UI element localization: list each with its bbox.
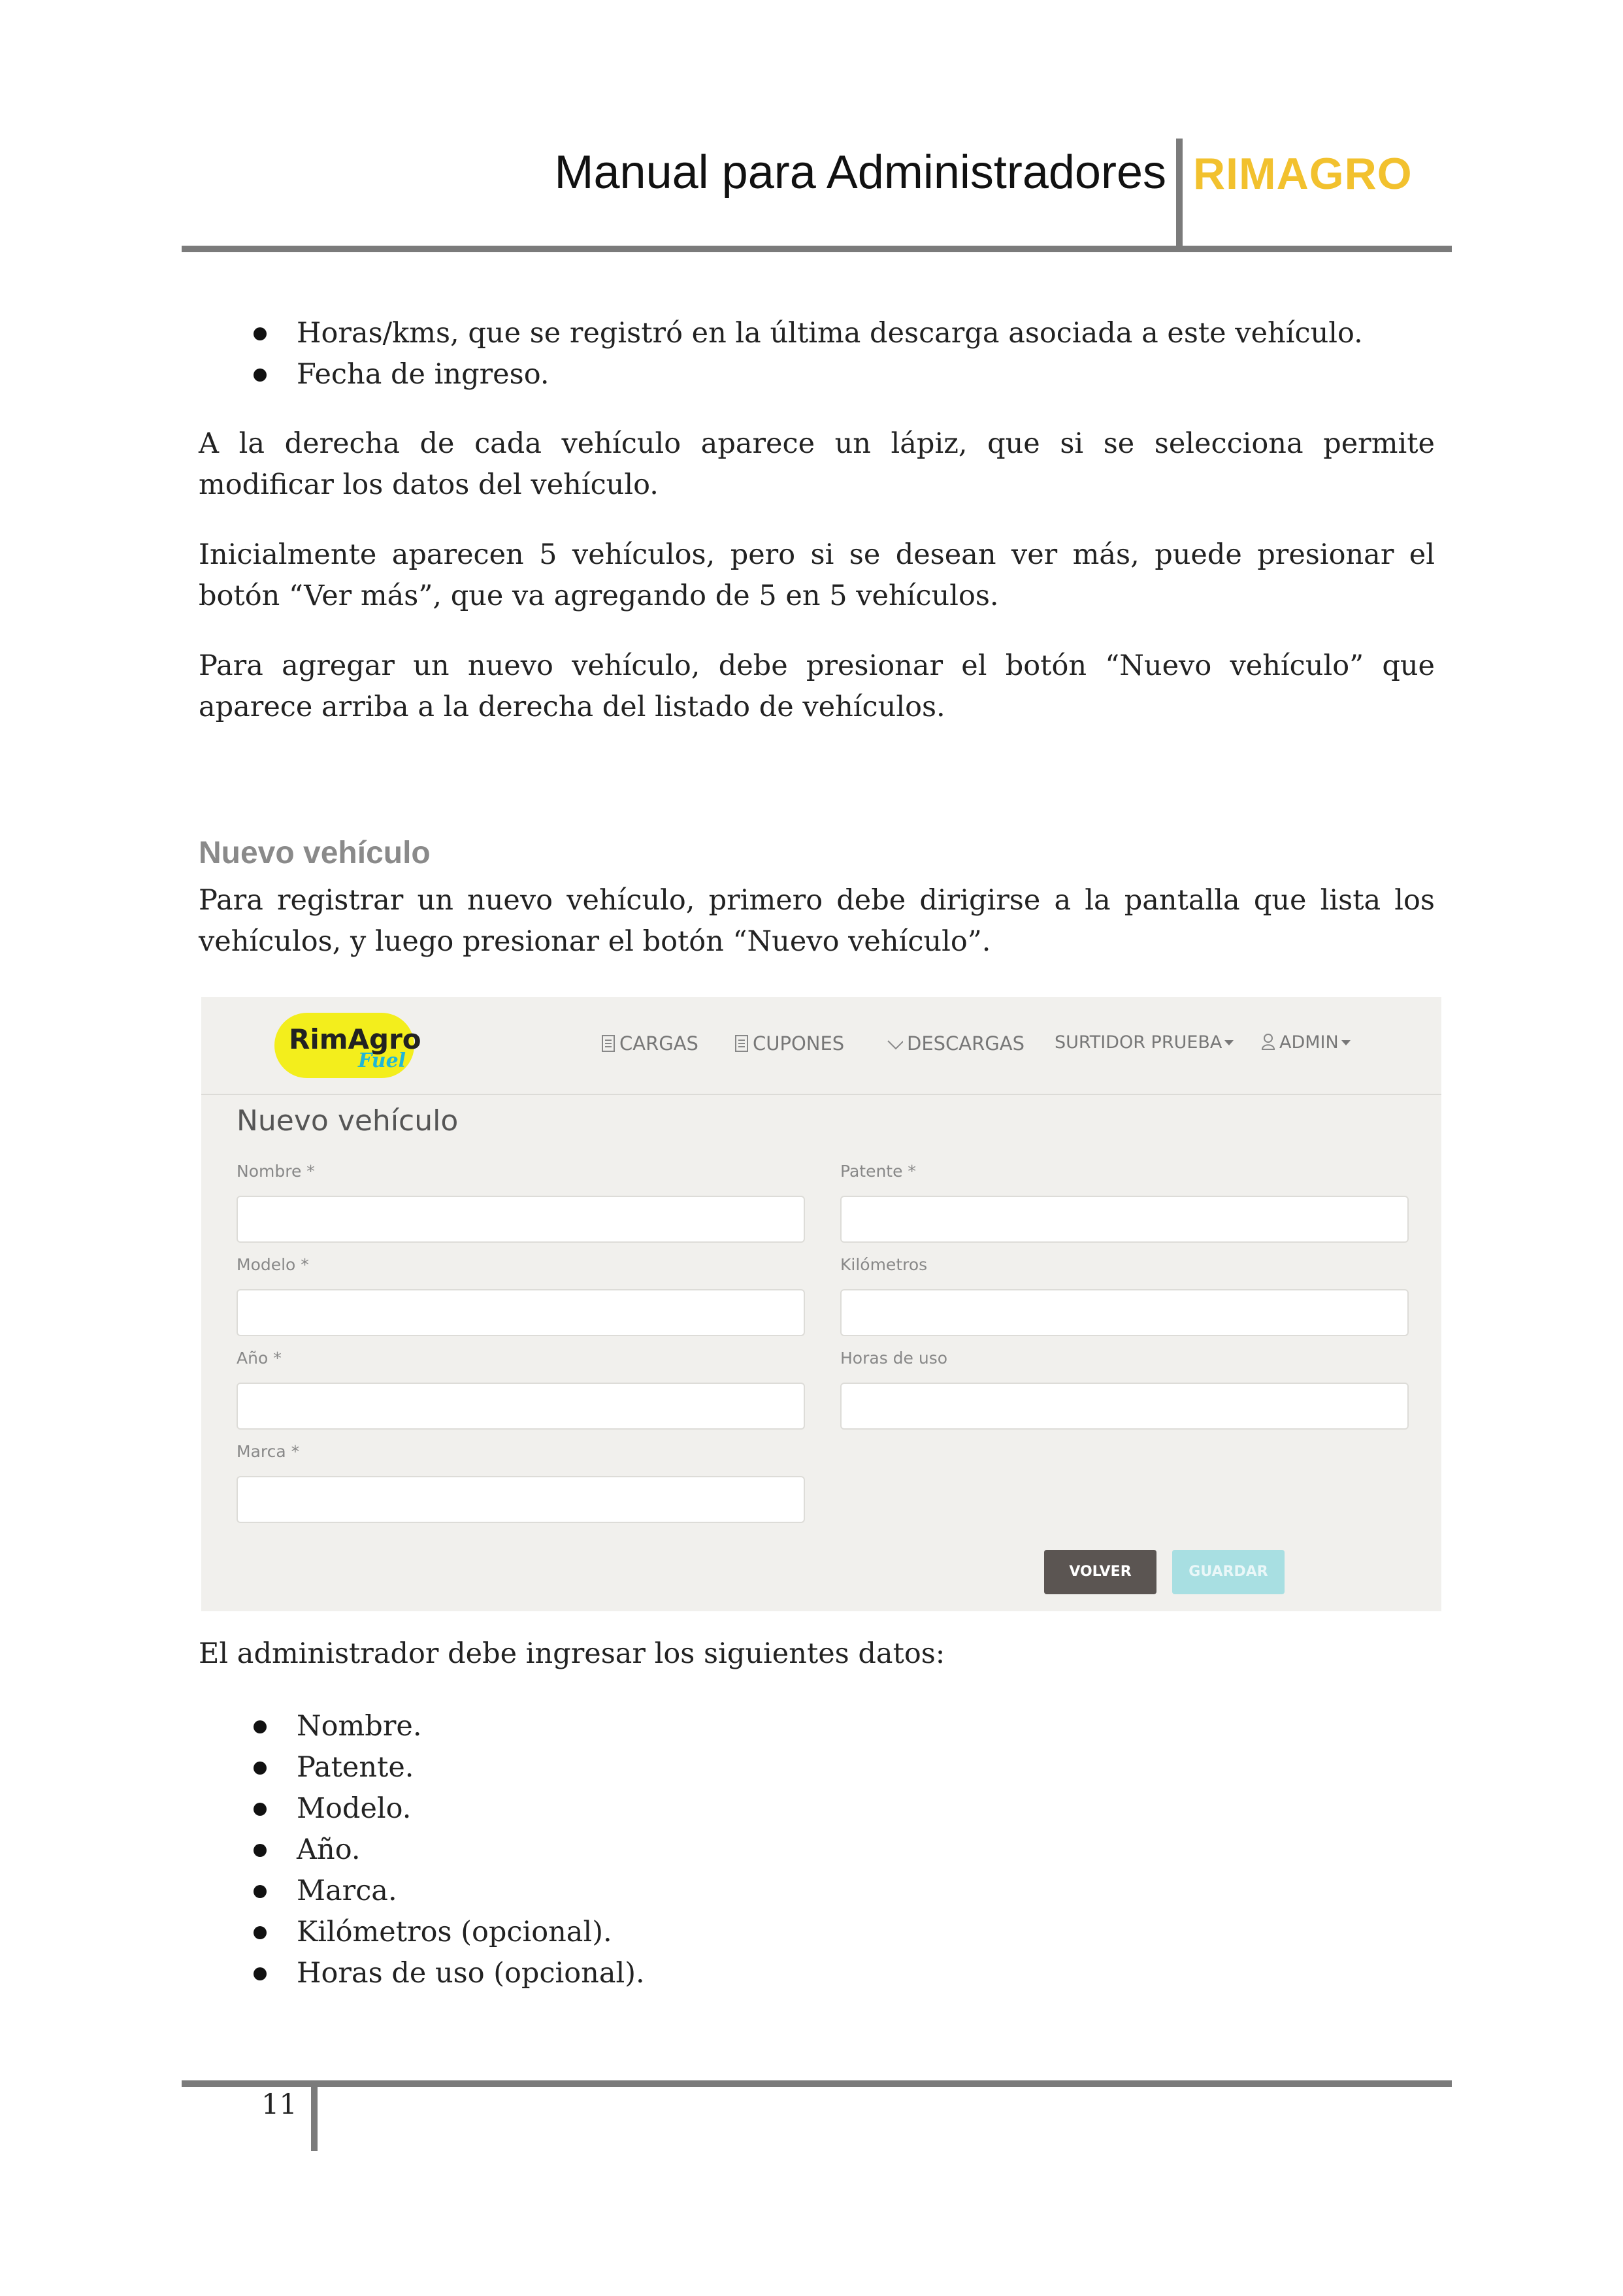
label-modelo: Modelo * [237,1255,309,1274]
nav-surtidor-dropdown[interactable]: SURTIDOR PRUEBA [1055,1032,1234,1053]
document-icon [601,1034,615,1053]
kilometros-input[interactable] [840,1289,1409,1336]
list-item: Patente. [242,1747,645,1788]
bullet-icon [254,1762,267,1775]
list-item: Marca. [242,1871,645,1912]
bullet-icon [254,327,267,340]
top-bullet-list [242,313,1363,395]
user-icon [1261,1032,1275,1051]
modelo-input[interactable] [237,1289,805,1336]
patente-input[interactable] [840,1196,1409,1243]
form-title: Nuevo vehículo [237,1104,459,1138]
label-anio: Año * [237,1349,282,1368]
bullet-icon [254,1803,267,1816]
caret-down-icon [1224,1040,1234,1045]
footer-rule [182,2080,1452,2087]
label-horas-uso: Horas de uso [840,1349,948,1368]
anio-input[interactable] [237,1383,805,1430]
required-fields-list [242,1706,645,1994]
guardar-button[interactable]: GUARDAR [1172,1550,1285,1594]
chevron-down-icon [885,1034,903,1053]
list-item: Año. [242,1829,645,1871]
header-divider [1176,139,1183,248]
paragraph-nuevo: Para agregar un nuevo vehículo, debe presionar el botón “Nuevo vehículo” que aparece arriba a la derecha del listado de vehículos. [199,649,1435,723]
label-marca: Marca * [237,1442,300,1461]
nav-cupones[interactable]: CUPONES [734,1032,844,1055]
section-intro: Para registrar un nuevo vehículo, primero debe dirigirse a la pantalla que lista los vehículos, y luego presionar el botón “Nuevo vehículo”. [199,884,1435,958]
document-icon [734,1034,749,1053]
marca-input[interactable] [237,1476,805,1523]
bullet-icon [254,1926,267,1939]
nav-descargas[interactable]: DESCARGAS [885,1032,1025,1055]
paragraph-pencil: A la derecha de cada vehículo aparece un lápiz, que si se selecciona permite modificar los datos del vehículo. [199,427,1435,501]
list-item: Horas/kms, que se registró en la última descarga asociada a este vehículo. [242,313,1363,354]
nav-admin-dropdown[interactable]: ADMIN [1261,1032,1351,1053]
label-patente: Patente * [840,1162,916,1181]
app-navbar [201,997,1441,1095]
bullet-icon [254,1720,267,1733]
brand-name: RIMAGRO [1193,149,1413,199]
list-item: Nombre. [242,1706,645,1747]
page-number: 11 [261,2088,297,2121]
footer-divider [311,2080,318,2151]
list-item: Fecha de ingreso. [242,354,1363,395]
volver-button[interactable]: VOLVER [1044,1550,1156,1594]
nav-cargas[interactable]: CARGAS [601,1032,698,1055]
bullet-icon [254,369,267,382]
bullet-icon [254,1885,267,1898]
list-item: Kilómetros (opcional). [242,1912,645,1953]
list-item: Horas de uso (opcional). [242,1953,645,1994]
header-rule [182,246,1452,252]
bullet-icon [254,1967,267,1980]
section-heading: Nuevo vehículo [199,836,431,870]
paragraph-ver-mas: Inicialmente aparecen 5 vehículos, pero si se desean ver más, puede presionar el botón “Ver más”, que va agregando de 5 en 5 vehículos. [199,538,1435,612]
horas-uso-input[interactable] [840,1383,1409,1430]
data-intro: El administrador debe ingresar los siguientes datos: [199,1637,945,1670]
rimagro-logo[interactable]: RimAgro Fuel [274,1013,414,1078]
list-item: Modelo. [242,1788,645,1829]
bullet-icon [254,1844,267,1857]
label-nombre: Nombre * [237,1162,315,1181]
document-title: Manual para Administradores [554,146,1166,199]
caret-down-icon [1341,1040,1351,1045]
label-kilometros: Kilómetros [840,1255,928,1274]
app-screenshot [201,997,1441,1611]
nombre-input[interactable] [237,1196,805,1243]
